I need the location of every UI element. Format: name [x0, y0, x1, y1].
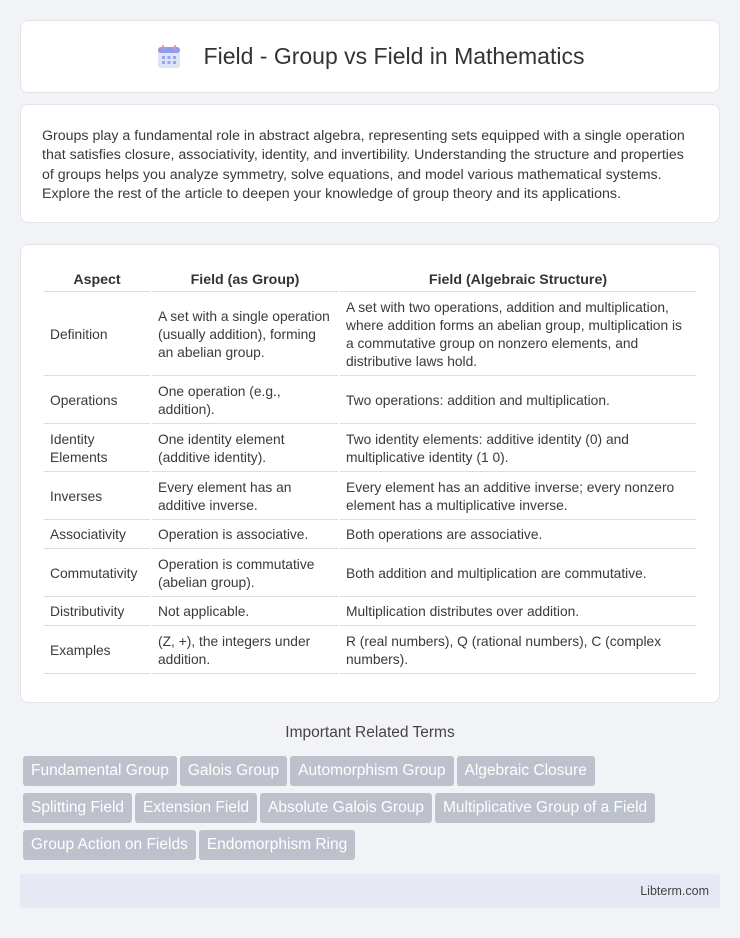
row-field-value: A set with two operations, addition and multiplication, where addition forms an abelian group, multiplication is a commutative group on nonzero elements, and distributive laws hold. [340, 294, 696, 376]
related-term-link[interactable]: Extension Field [135, 793, 257, 823]
comparison-table [42, 267, 698, 676]
footer [20, 874, 720, 908]
row-aspect: Distributivity [44, 599, 150, 626]
table-row [44, 628, 696, 674]
row-aspect: Definition [44, 294, 150, 376]
table-row [44, 522, 696, 549]
table-row [44, 474, 696, 520]
row-group-value: (Z, +), the integers under addition. [152, 628, 338, 674]
row-aspect: Operations [44, 378, 150, 424]
table-row [44, 551, 696, 597]
intro-text: Groups play a fundamental role in abstract algebra, representing sets equipped with a single operation that satisfies closure, associativity, identity, and invertibility. Understanding the structure and properties of groups helps you analyze symmetry, solve equations, and model various mathematical systems. Explore the rest of the article to deepen your knowledge of group theory and its applications. [42, 128, 685, 203]
row-group-value: One operation (e.g., addition). [152, 378, 338, 424]
related-term-link[interactable]: Endomorphism Ring [199, 830, 355, 860]
related-term-link[interactable]: Absolute Galois Group [260, 793, 432, 823]
row-field-value: Both addition and multiplication are commutative. [340, 551, 696, 597]
row-field-value: Multiplication distributes over addition. [340, 599, 696, 626]
table-header-row [44, 269, 696, 292]
row-field-value: Two identity elements: additive identity (0) and multiplicative identity (1 0). [340, 426, 696, 472]
row-aspect: Associativity [44, 522, 150, 549]
table-row [44, 426, 696, 472]
related-term-link[interactable]: Group Action on Fields [23, 830, 196, 860]
row-aspect: Examples [44, 628, 150, 674]
row-field-value: Two operations: addition and multiplication. [340, 378, 696, 424]
page-header [20, 20, 720, 93]
row-field-value: R (real numbers), Q (rational numbers), C (complex numbers). [340, 628, 696, 674]
related-term-link[interactable]: Splitting Field [23, 793, 132, 823]
row-group-value: Not applicable. [152, 599, 338, 626]
row-field-value: Both operations are associative. [340, 522, 696, 549]
row-group-value: Every element has an additive inverse. [152, 474, 338, 520]
related-term-link[interactable]: Automorphism Group [290, 756, 453, 786]
related-term-link[interactable]: Galois Group [180, 756, 287, 786]
row-group-value: Operation is associative. [152, 522, 338, 549]
table-row [44, 378, 696, 424]
header-field-as-group: Field (as Group) [152, 269, 338, 292]
page-title: Field - Group vs Field in Mathematics [203, 43, 585, 69]
comparison-card [20, 244, 720, 703]
row-group-value: Operation is commutative (abelian group). [152, 551, 338, 597]
related-term-link[interactable]: Multiplicative Group of a Field [435, 793, 655, 823]
related-terms-heading: Important Related Terms [285, 724, 455, 741]
related-term-link[interactable]: Algebraic Closure [457, 756, 595, 786]
row-aspect: Commutativity [44, 551, 150, 597]
calendar-icon [156, 44, 182, 70]
row-group-value: A set with a single operation (usually addition), forming an abelian group. [152, 294, 338, 376]
footer-brand[interactable]: Libterm.com [640, 884, 709, 898]
related-term-link[interactable]: Fundamental Group [23, 756, 177, 786]
row-aspect: Inverses [44, 474, 150, 520]
related-terms-list [23, 756, 723, 867]
table-row [44, 599, 696, 626]
table-row [44, 294, 696, 376]
row-group-value: One identity element (additive identity). [152, 426, 338, 472]
header-field-algebraic: Field (Algebraic Structure) [340, 269, 696, 292]
header-aspect: Aspect [44, 269, 150, 292]
row-aspect: Identity Elements [44, 426, 150, 472]
intro-card [20, 104, 720, 223]
row-field-value: Every element has an additive inverse; every nonzero element has a multiplicative inverse. [340, 474, 696, 520]
